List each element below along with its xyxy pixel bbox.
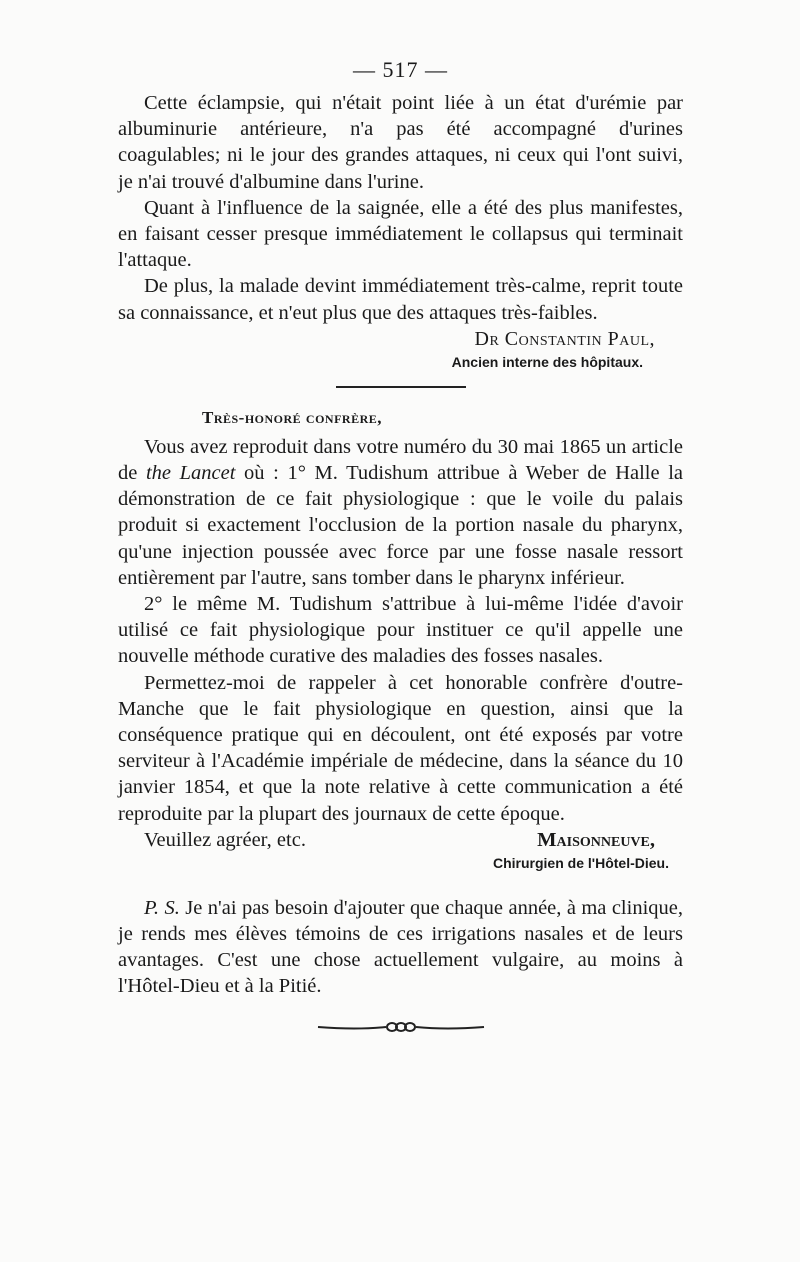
signature-paul [118,326,683,352]
signer-title: Chirurgien de l'Hôtel-Dieu. [492,854,669,871]
paragraph-calme: De plus, la malade devint immédiatement très-calme, reprit toute sa connaissance, et n'eut plus que des attaques très-faibles. [118,275,683,324]
ornament-flourish-icon [316,1020,486,1034]
letter-salutation: Très-honoré confrère, [202,407,383,427]
closing-formula: Veuillez agréer, etc. [144,828,306,851]
signature-paul-title: Ancien interne des hôpitaux. [451,353,643,370]
signature-paul-name: Dr Constantin Paul, [474,327,655,350]
section-separator [336,386,466,388]
postscript [118,895,683,1000]
paragraph-eclampsie: Cette éclampsie, qui n'était point liée à un état d'urémie par albuminurie antérieure, n'a pas été accompagné d'urines coagulables; ni le jour des grandes attaques, ni ceux qui l'ont suivi, je n'ai trouvé d'albumine dans l'urine. [118,92,683,193]
page-number: — 517 — [353,57,448,82]
letter-paragraph-1 [118,434,683,591]
end-ornament [311,1020,491,1034]
letter-paragraph-3: Permettez-moi de rappeler à cet honorable confrère d'outre-Manche que le fait physiologique en question, ainsi que la conséquence pratique qui en découlent, ont été exposés par votre serviteur à l'Académie impériale de médecine, dans la séance du 10 janvier 1854, et que la note relative à cette communication a été reproduite par la plupart des journaux de cette époque. [118,671,683,825]
paragraph-saignee: Quant à l'influence de la saignée, elle a été des plus manifestes, en faisant cesser presque immédiatement le collapsus qui terminait l'attaque. [118,196,683,272]
letter-p1-journal: the Lancet [145,462,236,485]
text-column [118,54,683,1034]
signer-name: Maisonneuve, [537,828,655,851]
letter-p1-before: Vous avez reproduit dans votre numéro du 30 mai 1865 un article de [118,435,683,485]
letter-paragraph-2: 2° le même M. Tudishum s'attribue à lui-même l'idée d'avoir utilisé ce fait physiologique pour instituer ce qu'il appelle une nouvelle méthode curative des maladies des fosses nasales. [118,593,683,668]
postscript-text: Je n'ai pas besoin d'ajouter que chaque année, à ma clinique, je rends mes élèves témoins de ces irrigations nasales et de leurs avantages. C'est une chose actuellement vulgaire, au moins à l'Hôtel-Dieu et à la Pitié. [118,896,683,998]
letter-closing [118,827,683,853]
letter-p1-after: où : 1° M. Tudishum attribue à Weber de Halle la démonstration de ce fait physiologique : que le voile du palais produit si exactement l'occlusion de la portion nasale du pharynx, qu'une injection poussée avec force par une fosse nasale ressort entièrement par l'autre, sans tomber dans le pharynx inférieur. [118,462,684,589]
postscript-label: P. S. [144,896,180,919]
